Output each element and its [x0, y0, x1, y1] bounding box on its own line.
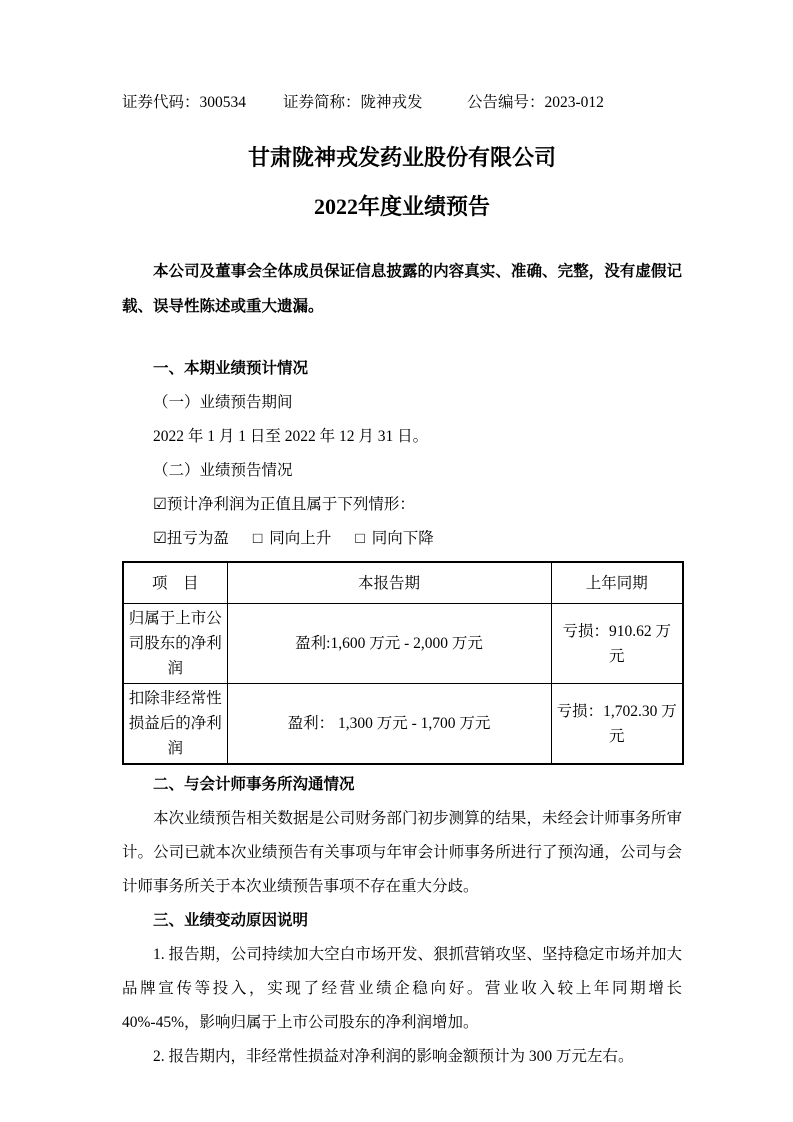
forecast-condition-line — [122, 488, 682, 522]
section1-heading: 一、本期业绩预计情况 — [153, 360, 309, 377]
report-title: 2022年度业绩预告 — [313, 194, 490, 219]
table-row-net-profit-excl-nonrecurring — [123, 684, 683, 765]
document-header — [122, 93, 682, 113]
table-header-item: 项 目 — [123, 562, 227, 604]
current-period-cell: 盈利:1,600 万元 - 2,000 万元 — [227, 604, 551, 684]
announcement-number-text: 公告编号：2023-012 — [467, 94, 604, 111]
option-same-direction-down — [355, 530, 433, 547]
section2-paragraph: 本次业绩预告相关数据是公司财务部门初步测算的结果，未经会计师事务所审计。公司已就本次业绩预告有关事项与年审会计师事务所进行了预沟通，公司与会计师事务所关于本次业绩预告事项不存在重大分歧。 — [122, 810, 682, 895]
table-row-net-profit — [123, 604, 683, 684]
row-item-cell: 扣除非经常性损益后的净利润 — [123, 684, 227, 765]
row-item-cell: 归属于上市公司股东的净利润 — [123, 604, 227, 684]
prior-period-cell: 亏损：1,702.30 万元 — [551, 684, 683, 765]
checked-checkbox-icon: ☑ — [153, 496, 167, 513]
stock-short-name-text: 证券简称：陇神戎发 — [283, 94, 423, 111]
stock-code-text: 证券代码：300534 — [122, 94, 247, 111]
forecast-condition-label: 预计净利润为正值且属于下列情形： — [166, 496, 415, 513]
section1-sub2-heading: （二）业绩预告情况 — [153, 462, 293, 479]
forecast-type-options-line — [122, 522, 682, 556]
unchecked-checkbox-icon: □ — [252, 530, 263, 547]
checked-checkbox-icon: ☑ — [153, 530, 167, 547]
section3-item1-paragraph: 1. 报告期，公司持续加大空白市场开发、狠抓营销攻坚、坚持稳定市场并加大品牌宣传等投入，实现了经营业绩企稳向好。营业收入较上年同期增长 40%-45%，影响归属于上市公司股东的净利润增加。 — [122, 946, 682, 1031]
option-same-direction-up-label: 同向上升 — [269, 530, 332, 547]
table-header-current-period: 本报告期 — [227, 562, 551, 604]
table-header-prior-period: 上年同期 — [551, 562, 683, 604]
section3-heading: 三、业绩变动原因说明 — [153, 912, 309, 929]
option-turnaround — [153, 530, 229, 547]
prior-period-cell: 亏损：910.62 万元 — [551, 604, 683, 684]
option-turnaround-label: 扭亏为盈 — [166, 530, 229, 547]
option-same-direction-up — [253, 530, 331, 547]
table-header-row — [123, 562, 683, 604]
company-name-title: 甘肃陇神戎发药业股份有限公司 — [247, 145, 556, 170]
current-period-cell: 盈利： 1,300 万元 - 1,700 万元 — [227, 684, 551, 765]
unchecked-checkbox-icon: □ — [355, 530, 365, 547]
section1-sub1-heading: （一）业绩预告期间 — [153, 394, 293, 411]
forecast-period-text: 2022 年 1 月 1 日至 2022 年 12 月 31 日。 — [153, 428, 429, 445]
section2-heading: 二、与会计师事务所沟通情况 — [153, 776, 355, 793]
option-same-direction-down-label: 同向下降 — [371, 530, 434, 547]
forecast-table — [122, 561, 684, 765]
board-declaration-text: 本公司及董事会全体成员保证信息披露的内容真实、准确、完整，没有虚假记载、误导性陈述或重大遗漏。 — [122, 263, 682, 315]
section3-item2-paragraph: 2. 报告期内，非经常性损益对净利润的影响金额预计为 300 万元左右。 — [153, 1048, 634, 1065]
